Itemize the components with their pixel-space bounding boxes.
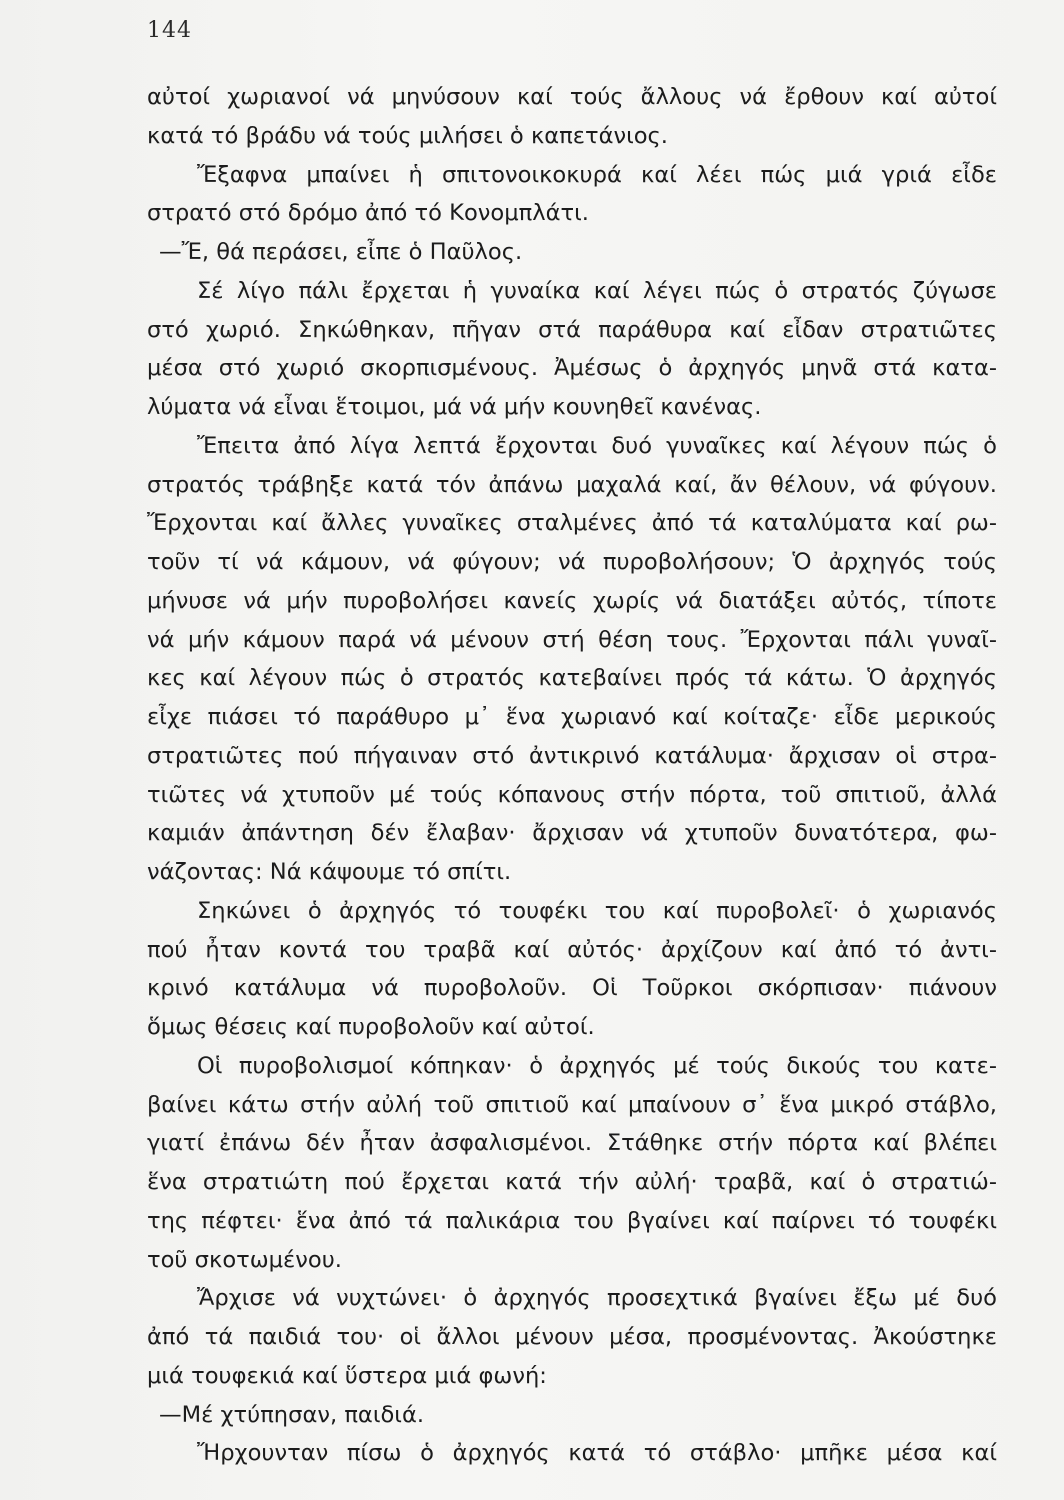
text-line: Ἄρχισε νά νυχτώνει· ὁ ἀρχηγός προσεχτικά βγαίνει ἔξω μέ δυό — [197, 1285, 997, 1312]
text-line: Οἱ πυροβολισμοί κόπηκαν· ὁ ἀρχηγός μέ τούς δικούς του κατε- — [197, 1052, 997, 1079]
page-number: 144 — [147, 18, 192, 43]
text-line: Ἔπειτα ἀπό λίγα λεπτά ἔρχονται δυό γυναῖκες καί λέγουν πώς ὁ — [197, 432, 997, 459]
text-line: στρατιῶτες πού πήγαιναν στό ἀντικρινό κατάλυμα· ἄρχισαν οἱ στρα- — [147, 742, 997, 769]
text-line: κατά τό βράδυ νά τούς μιλήσει ὁ καπετάνιος. — [147, 122, 668, 149]
text-line: ὅμως θέσεις καί πυροβολοῦν καί αὐτοί. — [147, 1014, 595, 1040]
text-line: Σηκώνει ὁ ἀρχηγός τό τουφέκι του καί πυροβολεῖ· ὁ χωριανός — [197, 897, 997, 924]
text-line: μήνυσε νά μήν πυροβολήσει κανείς χωρίς νά διατάξει αὐτός, τίποτε — [147, 587, 997, 614]
text-line: κρινό κατάλυμα νά πυροβολοῦν. Οἱ Τοῦρκοι σκόρπισαν· πιάνουν — [147, 975, 997, 1002]
text-line: Ἔξαφνα μπαίνει ἡ σπιτονοικοκυρά καί λέει πώς μιά γριά εἶδε — [197, 161, 997, 188]
text-line: ἀπό τά παιδιά του· οἱ ἄλλοι μένουν μέσα, προσμένοντας. Ἀκούστηκε — [147, 1324, 997, 1350]
text-line: —Ἔ, θά περάσει, εἶπε ὁ Παῦλος. — [159, 239, 523, 265]
text-line: μιά τουφεκιά καί ὕστερα μιά φωνή: — [147, 1362, 547, 1389]
text-line: βαίνει κάτω στήν αὐλή τοῦ σπιτιοῦ καί μπαίνουν σ᾽ ἕνα μικρό στάβλο, — [147, 1091, 997, 1118]
text-line: εἶχε πιάσει τό παράθυρο μ᾽ ἕνα χωριανό καί κοίταζε· εἶδε μερικούς — [147, 704, 997, 730]
text-line: γιατί ἐπάνω δέν ἦταν ἀσφαλισμένοι. Στάθηκε στήν πόρτα καί βλέπει — [147, 1130, 997, 1157]
body-text — [147, 78, 997, 1473]
text-line: αὐτοί χωριανοί νά μηνύσουν καί τούς ἄλλους νά ἔρθουν καί αὐτοί — [147, 84, 997, 110]
text-line: πού ἦταν κοντά του τραβᾶ καί αὐτός· ἀρχίζουν καί ἀπό τό ἀντι- — [147, 936, 997, 963]
text-line: καμιάν ἀπάντηση δέν ἔλαβαν· ἄρχισαν νά χτυποῦν δυνατότερα, φω- — [147, 820, 997, 847]
text-line: στρατός τράβηξε κατά τόν ἀπάνω μαχαλά καί, ἄν θέλουν, νά φύγουν. — [147, 471, 997, 498]
text-line: τιῶτες νά χτυποῦν μέ τούς κόπανους στήν πόρτα, τοῦ σπιτιοῦ, ἀλλά — [147, 781, 997, 808]
text-line: Ἤρχουνταν πίσω ὁ ἀρχηγός κατά τό στάβλο· μπῆκε μέσα καί — [197, 1440, 997, 1467]
text-line: κες καί λέγουν πώς ὁ στρατός κατεβαίνει πρός τά κάτω. Ὁ ἀρχηγός — [147, 665, 997, 692]
text-line: Σέ λίγο πάλι ἔρχεται ἡ γυναίκα καί λέγει πώς ὁ στρατός ζύγωσε — [197, 277, 997, 304]
text-line: νάζοντας: Νά κάψουμε τό σπίτι. — [147, 859, 512, 885]
text-line: λύματα νά εἶναι ἕτοιμοι, μά νά μήν κουνηθεῖ κανένας. — [147, 394, 762, 420]
text-line: νά μήν κάμουν παρά νά μένουν στή θέση τους. Ἔρχονται πάλι γυναῖ- — [147, 626, 997, 653]
text-line: στό χωριό. Σηκώθηκαν, πῆγαν στά παράθυρα καί εἶδαν στρατιῶτες — [147, 316, 997, 343]
text-line: μέσα στό χωριό σκορπισμένους. Ἀμέσως ὁ ἀρχηγός μηνᾶ στά κατα- — [147, 355, 997, 382]
text-line: της πέφτει· ἕνα ἀπό τά παλικάρια του βγαίνει καί παίρνει τό τουφέκι — [147, 1207, 997, 1234]
text-line: τοῦν τί νά κάμουν, νά φύγουν; νά πυροβολήσουν; Ὁ ἀρχηγός τούς — [147, 549, 997, 575]
text-line: ἕνα στρατιώτη πού ἔρχεται κατά τήν αὐλή· τραβᾶ, καί ὁ στρατιώ- — [147, 1169, 997, 1195]
text-line: στρατό στό δρόμο ἀπό τό Κονομπλάτι. — [147, 200, 589, 227]
text-line: Ἔρχονται καί ἄλλες γυναῖκες σταλμένες ἀπό τά καταλύματα καί ρω- — [147, 510, 997, 537]
text-line: —Μέ χτύπησαν, παιδιά. — [159, 1401, 425, 1428]
text-line: τοῦ σκοτωμένου. — [147, 1246, 342, 1273]
